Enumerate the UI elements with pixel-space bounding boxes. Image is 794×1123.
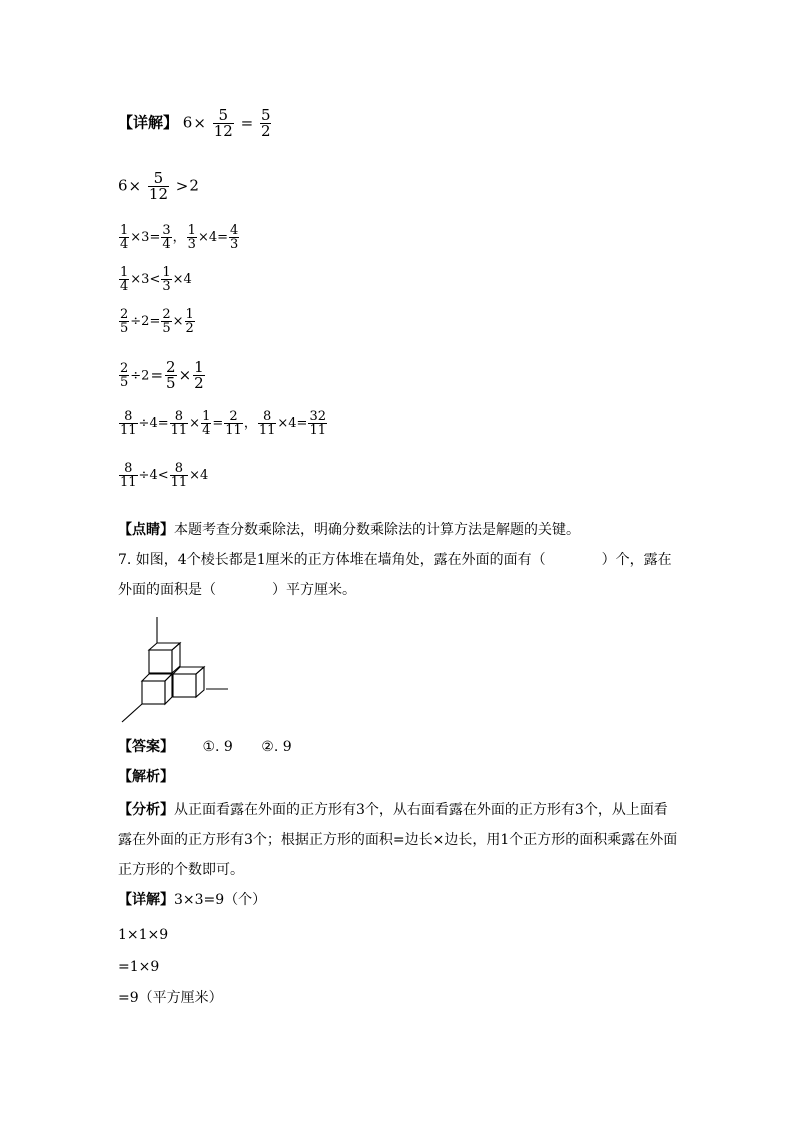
fraction: $\frac{8}{11}$ [120, 461, 137, 490]
operator: × [128, 176, 142, 195]
operator: × [193, 113, 206, 132]
fraction: $\frac{2}{5}$ [120, 307, 129, 336]
integer: 2 [189, 176, 199, 195]
operator: = [149, 230, 161, 245]
fraction: $\frac{8}{11}$ [170, 461, 188, 490]
fraction: $\frac{2}{5}$ [120, 361, 129, 390]
detail-1-equation [118, 108, 272, 139]
comparison-1 [118, 171, 199, 202]
fraction: $\frac{1}{4}$ [120, 265, 129, 294]
answer-line [118, 740, 292, 754]
separator: ， [172, 230, 186, 245]
fraction: $\frac{2}{5}$ [162, 307, 171, 336]
detail-2-line-4: =9（平方厘米） [118, 990, 223, 1006]
answer-1: ①. 9 [202, 739, 233, 755]
comparison-3 [118, 462, 208, 489]
operator: = [149, 314, 161, 329]
fraction: $\frac{4}{3}$ [230, 223, 239, 252]
operator: ×4 [197, 230, 218, 245]
detail-2-line-2: 1×1×9 [118, 927, 169, 943]
dianjing-text: 本题考查分数乘除法，明确分数乘除法的计算方法是解题的关键。 [174, 522, 580, 538]
fraction: $\frac{1}{4}$ [120, 223, 129, 252]
fraction: $\frac{1}{4}$ [202, 409, 211, 438]
answer-label: 【答案】 [118, 739, 174, 755]
equation-line-7 [118, 410, 328, 437]
operator: ÷2 [130, 368, 150, 384]
fraction: $\frac{1}{3}$ [162, 265, 171, 294]
operator: ×4 [277, 416, 297, 431]
analysis-label: 【解析】 [118, 769, 174, 785]
fraction: $\frac{2}{11}$ [225, 409, 242, 438]
integer: 6 [118, 176, 128, 195]
detail-2-line-1 [118, 893, 266, 907]
fraction: $\frac{8}{11}$ [258, 409, 276, 438]
operator: × [178, 365, 192, 384]
detail-label: 【详解】 [118, 892, 174, 908]
fraction: $\frac{3}{4}$ [162, 223, 171, 252]
operator: ×4 [189, 468, 209, 483]
question-line-1: 7. 如图，4个棱长都是1厘米的正方体堆在墙角处，露在外面的面有（ ）个，露在 [118, 552, 672, 568]
analysis-paragraph [118, 795, 678, 885]
analysis-text: 从正面看露在外面的正方形有3个，从右面看露在外面的正方形有3个，从上面看露在外面的正方形有3个；根据正方形的面积=边长×边长，用1个正方形的面积乘露在外面正方形的个数即可。 [118, 802, 678, 878]
fraction: $\frac{5}{12}$ [213, 106, 233, 140]
operator: ×4 [172, 272, 192, 287]
operator: × [172, 314, 184, 329]
operator: = [150, 365, 164, 384]
fraction: $\frac{1}{2}$ [194, 358, 204, 392]
operator: = [296, 416, 308, 431]
dianjing-note [118, 515, 678, 545]
comparison-2 [118, 266, 192, 293]
equation-line-6 [118, 360, 206, 391]
fraction: $\frac{5}{2}$ [260, 106, 271, 140]
operator: × [189, 416, 201, 431]
detail-2-line-3: =1×9 [118, 959, 160, 975]
detail-2-text: 3×3=9（个） [174, 892, 267, 908]
equation-line-3 [118, 224, 240, 251]
fraction: $\frac{32}{11}$ [309, 409, 326, 438]
operator: = [157, 416, 169, 431]
question-line-2: 外面的面积是（ ）平方厘米。 [118, 582, 356, 598]
operator: > [175, 176, 189, 195]
integer: 6 [182, 113, 193, 132]
question-7 [118, 545, 688, 605]
operator: ÷4 [138, 416, 158, 431]
operator: = [212, 416, 224, 431]
operator: ÷4< [138, 468, 169, 483]
operator: ×3< [130, 272, 161, 287]
fraction: $\frac{8}{11}$ [170, 409, 188, 438]
equation-line-5 [118, 308, 196, 335]
answer-2: ②. 9 [261, 739, 292, 755]
fraction: $\frac{8}{11}$ [120, 409, 137, 438]
detail-label: 【详解】 [118, 113, 179, 132]
fraction: $\frac{1}{3}$ [187, 223, 196, 252]
cube-stack-figure [118, 612, 238, 727]
operator: = [240, 113, 254, 132]
dianjing-label: 【点睛】 [118, 522, 174, 538]
fraction: $\frac{2}{5}$ [166, 358, 176, 392]
fraction: $\frac{1}{2}$ [185, 307, 194, 336]
fraction: $\frac{5}{12}$ [148, 169, 168, 203]
analysis-sub-label: 【分析】 [118, 802, 174, 818]
operator: = [217, 230, 229, 245]
separator: ， [243, 416, 257, 431]
operator: ×3 [130, 230, 150, 245]
operator: ÷2 [130, 314, 150, 329]
